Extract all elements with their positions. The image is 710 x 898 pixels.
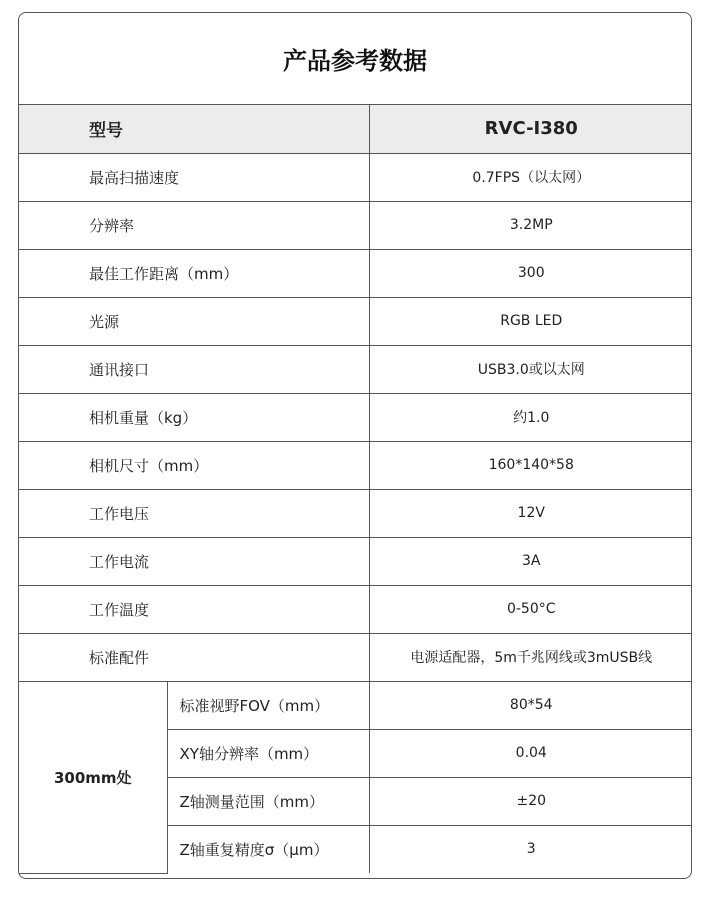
table-row <box>19 585 692 633</box>
row-value: 约1.0 <box>369 393 692 441</box>
table-row <box>19 633 692 681</box>
row-value: 0.7FPS（以太网） <box>369 153 692 201</box>
group-label: 300mm处 <box>19 681 167 873</box>
row-value: 160*140*58 <box>369 441 692 489</box>
row-label: 光源 <box>19 297 369 345</box>
table-row <box>19 489 692 537</box>
row-value: 300 <box>369 249 692 297</box>
row-value: 电源适配器，5m千兆网线或3mUSB线 <box>369 633 692 681</box>
row-value: 3A <box>369 537 692 585</box>
table-header-row <box>19 105 692 153</box>
row-value: 80*54 <box>369 681 692 729</box>
table-row <box>19 441 692 489</box>
table-row <box>19 537 692 585</box>
table-row <box>19 153 692 201</box>
row-label: 工作电压 <box>19 489 369 537</box>
row-label: XY轴分辨率（mm） <box>167 729 369 777</box>
table-row <box>19 201 692 249</box>
spec-card <box>18 12 692 879</box>
header-model: RVC-I380 <box>369 105 692 153</box>
row-value: 0.04 <box>369 729 692 777</box>
table-row <box>19 345 692 393</box>
table-row <box>19 681 692 729</box>
row-value: ±20 <box>369 777 692 825</box>
row-value: 0-50°C <box>369 585 692 633</box>
row-label: 最高扫描速度 <box>19 153 369 201</box>
table-row <box>19 393 692 441</box>
table-row <box>19 297 692 345</box>
row-value: 12V <box>369 489 692 537</box>
row-label: Z轴重复精度σ（μm） <box>167 825 369 873</box>
row-label: 标准视野FOV（mm） <box>167 681 369 729</box>
row-label: Z轴测量范围（mm） <box>167 777 369 825</box>
row-value: 3.2MP <box>369 201 692 249</box>
row-label: 工作温度 <box>19 585 369 633</box>
row-value: RGB LED <box>369 297 692 345</box>
page-title: 产品参考数据 <box>19 13 691 105</box>
row-value: 3 <box>369 825 692 873</box>
row-label: 相机重量（kg） <box>19 393 369 441</box>
spec-table <box>19 105 692 874</box>
row-label: 最佳工作距离（mm） <box>19 249 369 297</box>
row-label: 通讯接口 <box>19 345 369 393</box>
row-label: 标准配件 <box>19 633 369 681</box>
row-label: 分辨率 <box>19 201 369 249</box>
table-row <box>19 249 692 297</box>
row-label: 工作电流 <box>19 537 369 585</box>
row-label: 相机尺寸（mm） <box>19 441 369 489</box>
row-value: USB3.0或以太网 <box>369 345 692 393</box>
header-label: 型号 <box>19 105 369 153</box>
